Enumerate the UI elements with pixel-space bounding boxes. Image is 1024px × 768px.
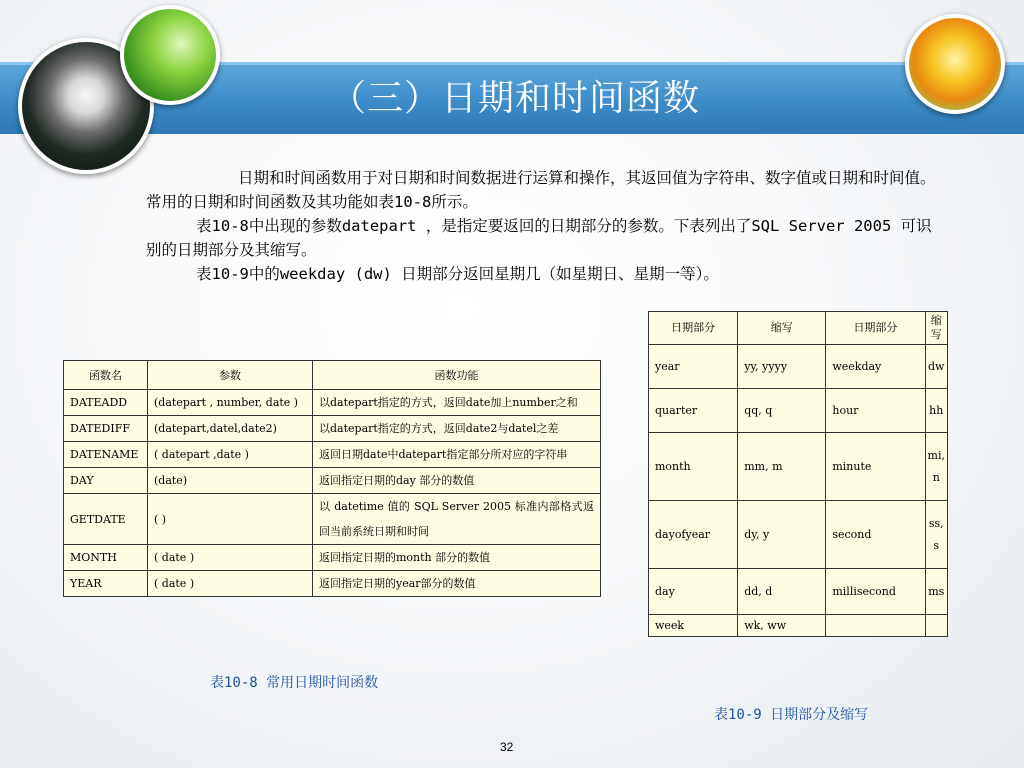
- table-header-cell: 缩写: [738, 312, 826, 345]
- table-cell: dayofyear: [649, 501, 738, 569]
- table-cell: qq, q: [738, 389, 826, 433]
- table-cell: wk, ww: [738, 615, 826, 637]
- datepart-abbreviation-table: [648, 311, 948, 637]
- table-header-cell: 日期部分: [649, 312, 738, 345]
- table-cell: ( date ): [148, 571, 313, 597]
- table-cell: (date): [148, 468, 313, 494]
- leaf-photo: [120, 5, 220, 105]
- table-cell: month: [649, 433, 738, 501]
- table-cell: quarter: [649, 389, 738, 433]
- table-header-cell: 函数功能: [313, 361, 601, 390]
- table-cell: (datepart , number, date ): [148, 390, 313, 416]
- table-cell: (datepart,datel,date2): [148, 416, 313, 442]
- table-10-9-caption: 表10-9 日期部分及缩写: [714, 707, 869, 723]
- table-cell: 返回指定日期的year部分的数值: [313, 571, 601, 597]
- table-row: [64, 545, 601, 571]
- table-cell: ( ): [148, 494, 313, 545]
- table-cell: yy, yyyy: [738, 345, 826, 389]
- table-cell: DATEADD: [64, 390, 148, 416]
- date-functions-table: [63, 360, 601, 597]
- table-row: [64, 390, 601, 416]
- table-cell: MONTH: [64, 545, 148, 571]
- intro-paragraph-1: 日期和时间函数用于对日期和时间数据进行运算和操作，其返回值为字符串、数字值或日期和时间值。常用的日期和时间函数及其功能如表10-8所示。: [146, 169, 936, 211]
- table-cell: second: [826, 501, 925, 569]
- table-10-8-caption: 表10-8 常用日期时间函数: [210, 675, 379, 691]
- table-header-cell: 日期部分: [826, 312, 925, 345]
- table-cell: DAY: [64, 468, 148, 494]
- table-row: [64, 571, 601, 597]
- table-cell: hh: [925, 389, 947, 433]
- table-cell: GETDATE: [64, 494, 148, 545]
- table-cell: dd, d: [738, 569, 826, 615]
- table-header-cell: 缩写: [925, 312, 947, 345]
- intro-text: [146, 166, 946, 286]
- table-row: [64, 416, 601, 442]
- slide-title: （三）日期和时间函数: [330, 78, 701, 119]
- table-row: [649, 501, 948, 569]
- table-cell: hour: [826, 389, 925, 433]
- table-cell: ( date ): [148, 545, 313, 571]
- table-cell: minute: [826, 433, 925, 501]
- table-cell: dy, y: [738, 501, 826, 569]
- table-cell: year: [649, 345, 738, 389]
- table-cell: 以datepart指定的方式，返回date2与datel之差: [313, 416, 601, 442]
- table-cell: mm, m: [738, 433, 826, 501]
- table-cell: 以datepart指定的方式，返回date加上number之和: [313, 390, 601, 416]
- table-cell: [925, 615, 947, 637]
- table-row: [64, 442, 601, 468]
- table-row: [64, 468, 601, 494]
- table-cell: ss, s: [925, 501, 947, 569]
- table-cell: ms: [925, 569, 947, 615]
- intro-paragraph-3: 表10-9中的weekday (dw) 日期部分返回星期几（如星期日、星期一等）。: [196, 265, 719, 283]
- table-cell: YEAR: [64, 571, 148, 597]
- table-cell: dw: [925, 345, 947, 389]
- page-number: 32: [500, 740, 514, 754]
- table-cell: mi, n: [925, 433, 947, 501]
- intro-paragraph-2: 表10-8中出现的参数datepart ，是指定要返回的日期部分的参数。下表列出了SQL Server 2005 可识别的日期部分及其缩写。: [146, 217, 932, 259]
- table-cell: week: [649, 615, 738, 637]
- table-row: [649, 345, 948, 389]
- table-header-row: [64, 361, 601, 390]
- table-cell: weekday: [826, 345, 925, 389]
- table-header-cell: 参数: [148, 361, 313, 390]
- table-cell: 返回指定日期的day 部分的数值: [313, 468, 601, 494]
- table-cell: 以 datetime 值的 SQL Server 2005 标准内部格式返回当前系统日期和时间: [313, 494, 601, 545]
- tulip-photo: [905, 14, 1005, 114]
- table-row: [649, 615, 948, 637]
- table-row: [64, 494, 601, 545]
- table-cell: millisecond: [826, 569, 925, 615]
- table-row: [649, 389, 948, 433]
- table-cell: 返回指定日期的month 部分的数值: [313, 545, 601, 571]
- table-cell: day: [649, 569, 738, 615]
- table-cell: 返回日期date中datepart指定部分所对应的字符串: [313, 442, 601, 468]
- table-cell: DATENAME: [64, 442, 148, 468]
- table-row: [649, 569, 948, 615]
- table-cell: DATEDIFF: [64, 416, 148, 442]
- table-cell: [826, 615, 925, 637]
- table-cell: ( datepart ,date ): [148, 442, 313, 468]
- table-header-row: [649, 312, 948, 345]
- table-row: [649, 433, 948, 501]
- table-header-cell: 函数名: [64, 361, 148, 390]
